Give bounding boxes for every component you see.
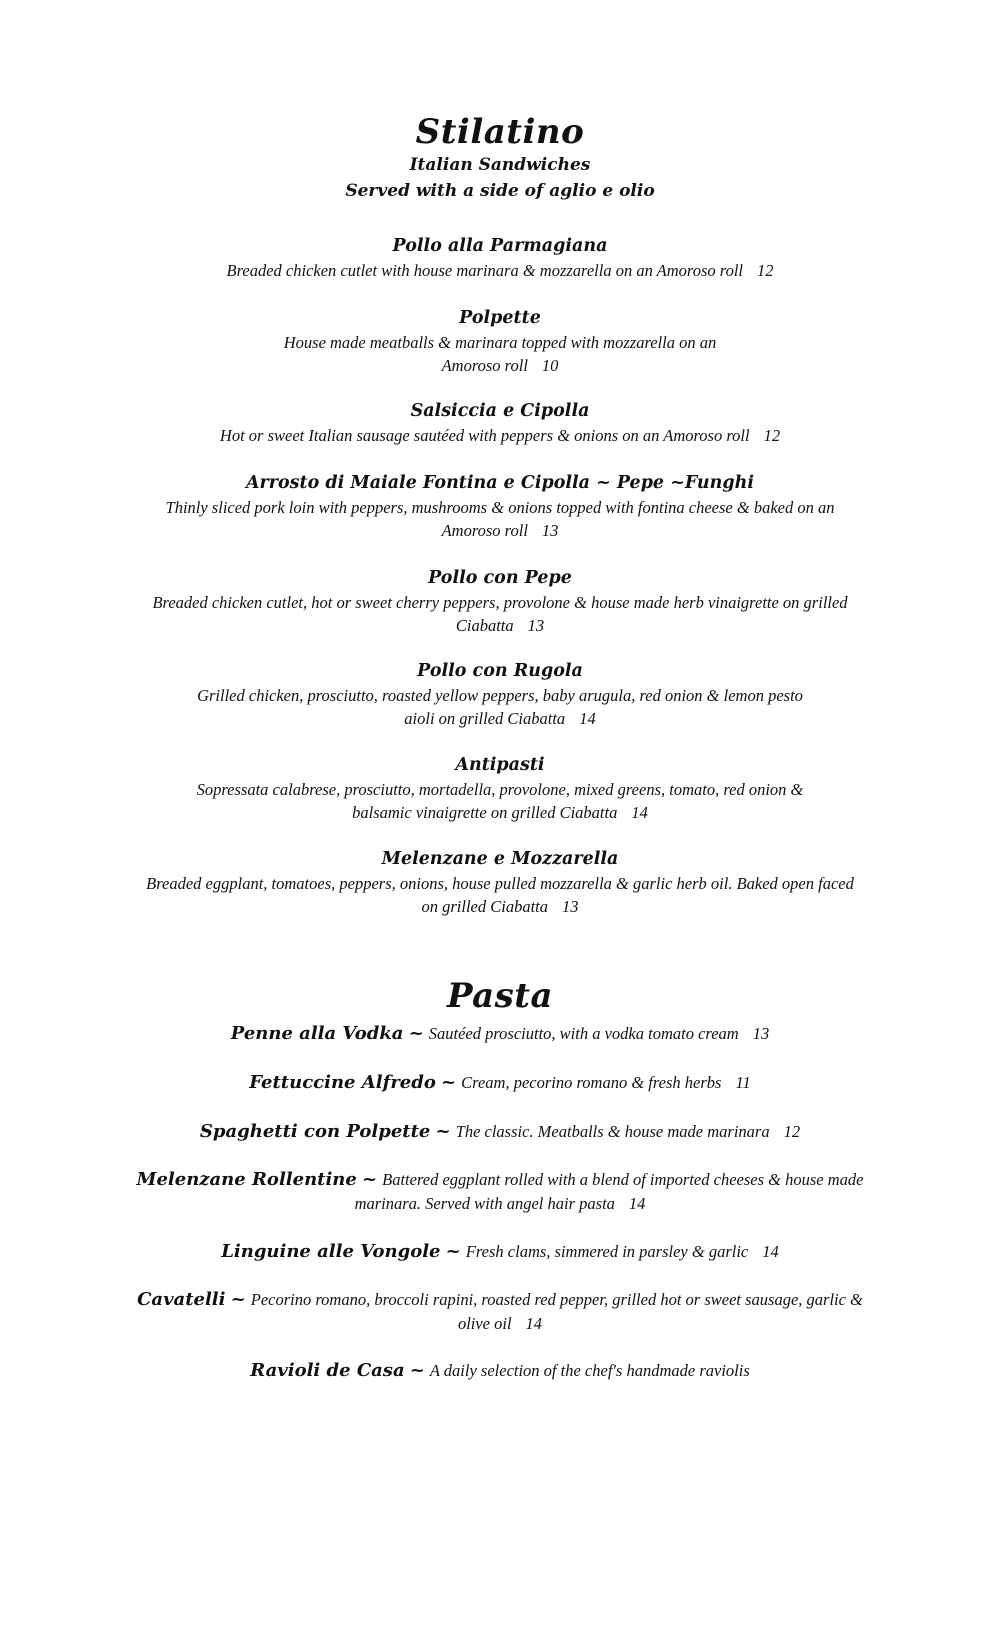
item-price: 12 (757, 261, 774, 280)
item-name: Polpette (459, 308, 541, 328)
item-price: 13 (562, 897, 579, 916)
item-description-line: Thinly sliced pork loin with peppers, mushrooms & onions topped with fontina cheese & baked on an (165, 498, 835, 517)
stilatino-header (110, 112, 890, 204)
pasta-item (110, 1071, 890, 1095)
item-price: 13 (541, 521, 559, 540)
item-description (110, 331, 890, 377)
menu-item (110, 752, 890, 824)
item-name: Penne alla Vodka (230, 1023, 404, 1044)
item-price: 11 (735, 1073, 751, 1092)
item-description-text: Hot or sweet Italian sausage sautéed with peppers & onions on an Amoroso roll (219, 426, 750, 445)
item-description (110, 872, 890, 918)
item-price: 10 (541, 356, 559, 375)
item-description-line: balsamic vinaigrette on grilled Ciabatta (352, 803, 618, 822)
item-name: Pollo con Pepe (428, 568, 572, 588)
item-price: 13 (752, 1024, 770, 1043)
item-description-line: marinara. Served with angel hair pasta (354, 1194, 615, 1213)
item-description (110, 684, 890, 730)
item-description-line: olive oil (457, 1314, 512, 1333)
item-price: 12 (783, 1122, 801, 1141)
item-name: Salsiccia e Cipolla (410, 401, 590, 421)
pasta-item (110, 1359, 890, 1383)
item-description-line: Battered eggplant rolled with a blend of imported cheeses & house made (382, 1170, 864, 1189)
item-description (110, 259, 890, 282)
item-description-line: aioli on grilled Ciabatta (404, 709, 566, 728)
item-description (110, 591, 890, 637)
item-separator: ~ (408, 1023, 424, 1044)
item-description (110, 778, 890, 824)
item-name: Pollo alla Parmagiana (392, 236, 608, 256)
item-description (110, 496, 890, 542)
item-name: Spaghetti con Polpette (199, 1121, 431, 1142)
item-price: 14 (525, 1314, 543, 1333)
section-subtitle-served-with: Served with a side of aglio e olio (345, 181, 655, 201)
item-description-text: A daily selection of the chef's handmade raviolis (429, 1361, 750, 1380)
pasta-header (110, 976, 890, 1016)
item-description-text: Fresh clams, simmered in parsley & garlic (465, 1242, 749, 1261)
item-price: 14 (579, 709, 596, 728)
pasta-item (110, 1240, 890, 1264)
item-description-line: Sopressata calabrese, prosciutto, mortadella, provolone, mixed greens, tomato, red onion & (196, 780, 804, 799)
item-description-line: Breaded eggplant, tomatoes, peppers, onions, house pulled mozzarella & garlic herb oil. Baked open faced (146, 874, 854, 893)
item-description-line: on grilled Ciabatta (421, 897, 548, 916)
item-price: 14 (762, 1242, 779, 1261)
item-separator: ~ (440, 1072, 457, 1093)
pasta-item (110, 1120, 890, 1144)
item-description-text: Sautéed prosciutto, with a vodka tomato cream (428, 1024, 739, 1043)
menu-item (110, 305, 890, 377)
item-price: 14 (631, 803, 648, 822)
menu-item (110, 233, 890, 282)
pasta-item (110, 1168, 890, 1216)
item-name: Cavatelli (137, 1289, 226, 1310)
pasta-item (110, 1022, 890, 1046)
item-separator: ~ (445, 1241, 461, 1262)
section-title-pasta: Pasta (446, 976, 554, 1016)
item-separator: ~ (361, 1169, 378, 1190)
item-price: 13 (527, 616, 545, 635)
item-description-line: Ciabatta (455, 616, 514, 635)
menu-item (110, 658, 890, 730)
item-description-text: Breaded chicken cutlet with house marinara & mozzarella on an Amoroso roll (226, 261, 743, 280)
item-name: Fettuccine Alfredo (249, 1072, 436, 1093)
item-description-line: Amoroso roll (441, 521, 528, 540)
menu-item (110, 565, 890, 637)
item-description-text: Cream, pecorino romano & fresh herbs (461, 1073, 722, 1092)
item-name: Ravioli de Casa (250, 1360, 405, 1381)
item-description-line: Amoroso roll (441, 356, 528, 375)
item-name: Arrosto di Maiale Fontina e Cipolla ~ Pepe ~Funghi (245, 473, 754, 493)
section-title-stilatino: Stilatino (415, 112, 585, 152)
item-separator: ~ (230, 1289, 246, 1310)
item-description (110, 424, 890, 447)
item-name: Pollo con Rugola (417, 661, 583, 681)
item-description-line: Breaded chicken cutlet, hot or sweet cherry peppers, provolone & house made herb vinaigrette on grilled (152, 593, 848, 612)
item-separator: ~ (435, 1121, 451, 1142)
item-description-line: Grilled chicken, prosciutto, roasted yellow peppers, baby arugula, red onion & lemon pesto (197, 686, 803, 705)
item-description-text: The classic. Meatballs & house made marinara (455, 1122, 770, 1141)
item-price: 14 (628, 1194, 646, 1213)
section-subtitle-italian-sandwiches: Italian Sandwiches (409, 155, 591, 175)
item-name: Melenzane e Mozzarella (381, 849, 619, 869)
item-name: Antipasti (455, 755, 545, 775)
item-name: Linguine alle Vongole (221, 1241, 441, 1262)
menu-item (110, 846, 890, 918)
pasta-item (110, 1288, 890, 1336)
menu-item (110, 470, 890, 542)
item-price: 12 (763, 426, 781, 445)
item-description-line: House made meatballs & marinara topped with mozzarella on an (283, 333, 717, 352)
item-name: Melenzane Rollentine (136, 1169, 357, 1190)
menu-item (110, 398, 890, 447)
item-description-line: Pecorino romano, broccoli rapini, roasted red pepper, grilled hot or sweet sausage, garlic & (250, 1290, 863, 1309)
item-separator: ~ (409, 1360, 425, 1381)
